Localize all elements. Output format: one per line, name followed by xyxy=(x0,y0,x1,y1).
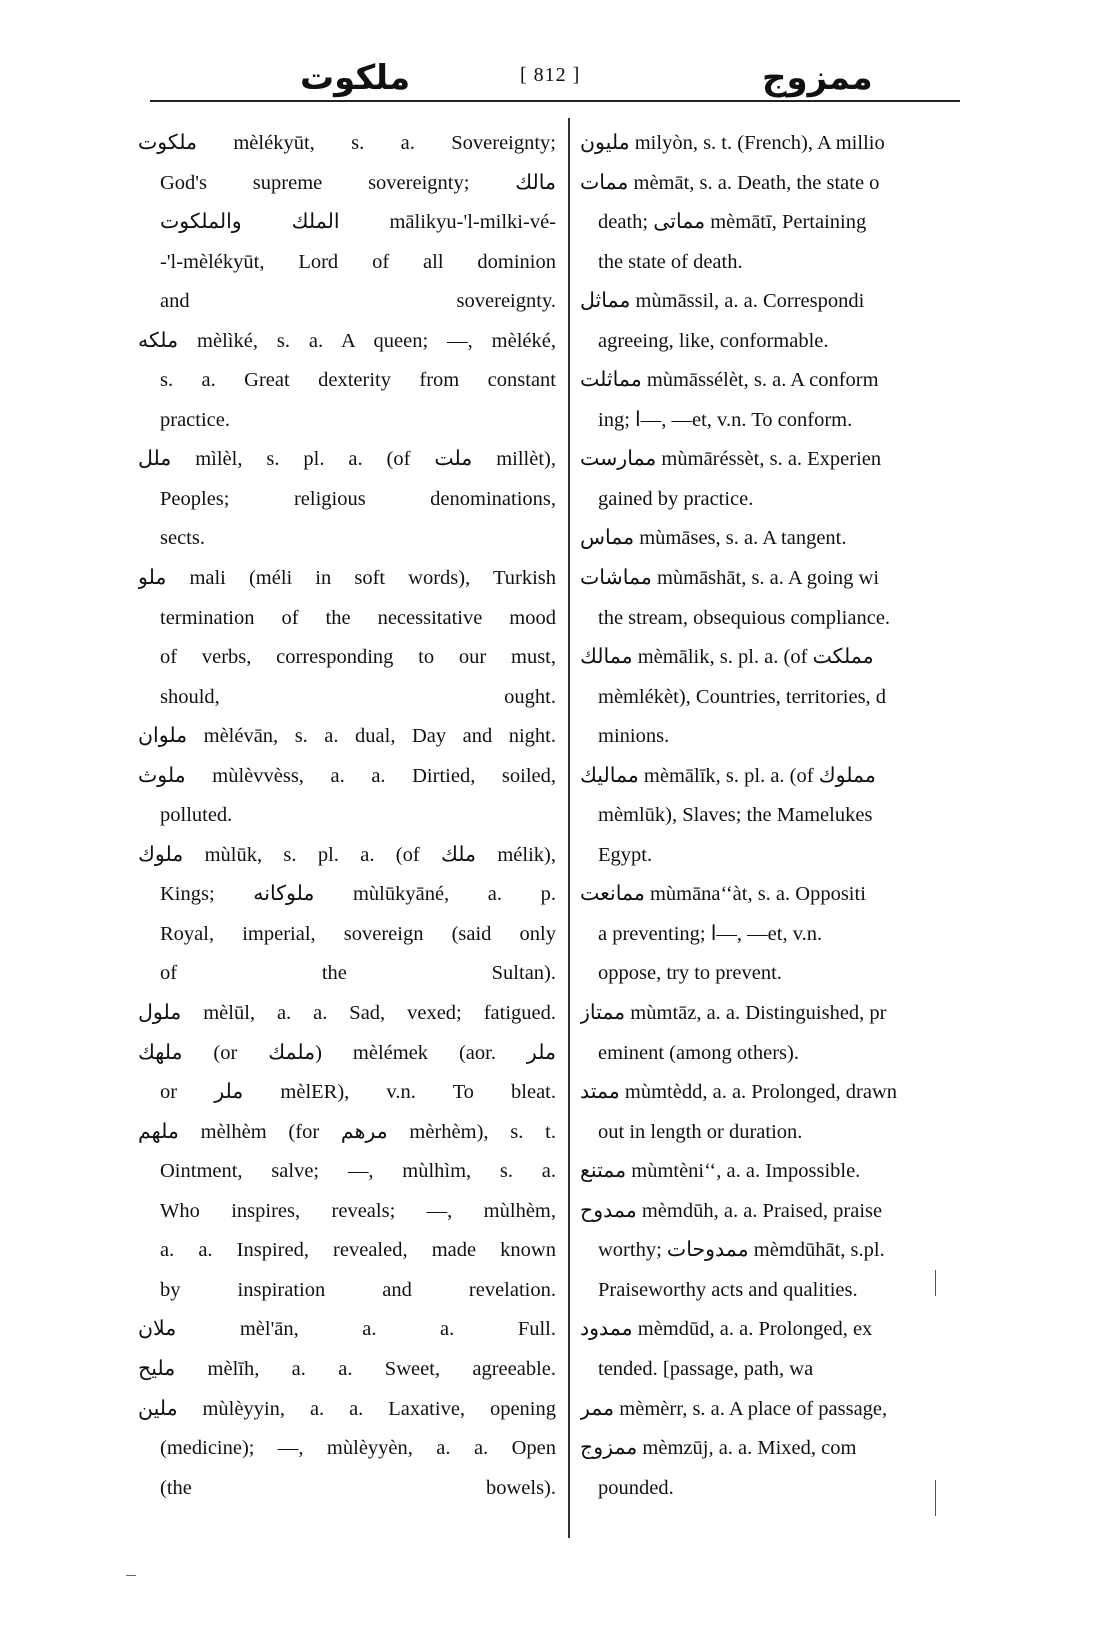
entry-continuation-line: polluted. xyxy=(160,804,233,827)
entry-continuation-line: الملك والملكوت mālikyu-'l-milki-vé- xyxy=(160,211,556,234)
entry-continuation-line: a preventing; ا—, —et, v.n. xyxy=(598,922,823,945)
entry-headword-line: ممتد mùmtèdd, a. a. Prolonged, drawn xyxy=(580,1081,898,1104)
entry-headword-line: ممارست mùmāréssèt, s. a. Experien xyxy=(580,448,882,471)
entry-continuation-line: out in length or duration. xyxy=(598,1120,803,1143)
entry-continuation-line: Ointment, salve; —, mùlhìm, s. a. xyxy=(160,1160,556,1183)
entry-headword-line: ممالك mèmālik, s. pl. a. (of مملكت xyxy=(580,646,874,669)
entry-continuation-line: oppose, try to prevent. xyxy=(598,962,782,985)
entry-continuation-line: should, ought. xyxy=(160,685,556,708)
entry-continuation-line: gained by practice. xyxy=(598,487,754,510)
entry-continuation-line: ing; ا—, —et, v.n. To conform. xyxy=(598,408,853,431)
entry-headword-line: ملهم mèlhèm (for مرهم mèrhèm), s. t. xyxy=(138,1120,556,1143)
header-rule xyxy=(150,100,960,102)
entry-continuation-line: pounded. xyxy=(598,1476,674,1499)
entry-continuation-line: mèmlūk), Slaves; the Mamelukes xyxy=(598,804,873,827)
entry-headword-line: ملكه mèlìké, s. a. A queen; —, mèléké, xyxy=(138,329,556,352)
entry-headword-line: مماليك mèmālīk, s. pl. a. (of مملوك xyxy=(580,764,876,787)
entry-continuation-line: minions. xyxy=(598,725,670,748)
entry-headword-line: ملول mèlūl, a. a. Sad, vexed; fatigued. xyxy=(138,1002,556,1025)
right-column xyxy=(580,124,964,1508)
entry-continuation-line: of verbs, corresponding to our must, xyxy=(160,646,556,669)
entry-continuation-line: agreeing, like, conformable. xyxy=(598,329,829,352)
entry-headword-line: ممزوج mèmzūj, a. a. Mixed, com xyxy=(580,1437,857,1460)
entry-continuation-line: Peoples; religious denominations, xyxy=(160,487,556,510)
entry-headword-line: ملو mali (méli in soft words), Turkish xyxy=(138,567,556,590)
entry-headword-line: ممدوح mèmdūh, a. a. Praised, praise xyxy=(580,1199,883,1222)
entry-continuation-line: the state of death. xyxy=(598,250,743,273)
entry-continuation-line: death; مماتى mèmātī, Pertaining xyxy=(598,211,867,234)
entry-continuation-line: by inspiration and revelation. xyxy=(160,1278,556,1301)
entry-continuation-line: a. a. Inspired, revealed, made known xyxy=(160,1239,556,1262)
entry-continuation-line: Egypt. xyxy=(598,843,653,866)
scan-edge-mark xyxy=(935,1270,936,1296)
entry-headword-line: مماشات mùmāshāt, s. a. A going wi xyxy=(580,567,880,590)
entry-continuation-line: termination of the necessitative mood xyxy=(160,606,556,629)
entry-headword-line: ملوك mùlūk, s. pl. a. (of ملك mélik), xyxy=(138,843,556,866)
entry-continuation-line: Kings; ملوكانه mùlūkyāné, a. p. xyxy=(160,883,556,906)
entry-headword-line: ملهك (or ملمك) mèlémek (aor. ملر xyxy=(138,1041,556,1064)
entry-continuation-line: and sovereignty. xyxy=(160,290,556,313)
entry-continuation-line: Praiseworthy acts and qualities. xyxy=(598,1278,858,1301)
entry-continuation-line: or ملر mèlER), v.n. To bleat. xyxy=(160,1081,556,1104)
entry-headword-line: ممتنع mùmtèni‘‘, a. a. Impossible. xyxy=(580,1160,861,1183)
scan-edge-mark xyxy=(935,1480,936,1516)
entry-continuation-line: (the bowels). xyxy=(160,1476,556,1499)
entry-headword-line: ملكوت mèlékyūt, s. a. Sovereignty; xyxy=(138,132,556,154)
entry-continuation-line: Royal, imperial, sovereign (said only xyxy=(160,922,556,945)
entry-continuation-line: mèmlékèt), Countries, territories, d xyxy=(598,685,887,708)
entry-continuation-line: eminent (among others). xyxy=(598,1041,799,1064)
header-right-word: ممزوج xyxy=(762,58,873,98)
entry-headword-line: ممانعت mùmāna‘‘àt, s. a. Oppositi xyxy=(580,883,866,906)
entry-headword-line: ممات mèmāt, s. a. Death, the state o xyxy=(580,171,880,194)
entry-headword-line: ملوان mèlévān, s. a. dual, Day and night. xyxy=(138,725,556,748)
entry-headword-line: ملان mèl'ān, a. a. Full. xyxy=(138,1318,556,1341)
entry-continuation-line: -'l-mèlékyūt, Lord of all dominion xyxy=(160,250,556,273)
entry-continuation-line: sects. xyxy=(160,527,205,550)
entry-headword-line: مماس mùmāses, s. a. A tangent. xyxy=(580,527,847,550)
entry-continuation-line: s. a. Great dexterity from constant xyxy=(160,369,556,392)
page-header xyxy=(0,58,1113,102)
entry-headword-line: مليح mèlīh, a. a. Sweet, agreeable. xyxy=(138,1357,556,1380)
entry-headword-line: مماثل mùmāssil, a. a. Correspondi xyxy=(580,290,865,313)
column-divider xyxy=(568,118,570,1538)
entry-headword-line: مليون milyòn, s. t. (French), A millio xyxy=(580,132,885,154)
left-column xyxy=(138,124,556,1508)
entry-continuation-line: God's supreme sovereignty; مالك xyxy=(160,171,556,194)
entry-continuation-line: tended. [passage, path, wa xyxy=(598,1357,814,1380)
entry-headword-line: ممر mèmèrr, s. a. A place of passage, xyxy=(580,1397,888,1420)
header-left-word: ملكوت xyxy=(300,58,411,98)
entry-headword-line: ملل mìlèl, s. pl. a. (of ملت millèt), xyxy=(138,448,556,471)
entry-continuation-line: Who inspires, reveals; —, mùlhèm, xyxy=(160,1199,556,1222)
entry-headword-line: ملوث mùlèvvèss, a. a. Dirtied, soiled, xyxy=(138,764,556,787)
scan-mark xyxy=(126,1575,136,1576)
entry-continuation-line: the stream, obsequious compliance. xyxy=(598,606,891,629)
entry-headword-line: مماثلت mùmāssélèt, s. a. A conform xyxy=(580,369,879,392)
entry-continuation-line: (medicine); —, mùlèyyèn, a. a. Open xyxy=(160,1437,556,1460)
entry-continuation-line: practice. xyxy=(160,408,230,431)
entry-headword-line: ملين mùlèyyin, a. a. Laxative, opening xyxy=(138,1397,556,1420)
page-number: [ 812 ] xyxy=(520,64,581,86)
entry-continuation-line: of the Sultan). xyxy=(160,962,556,985)
entry-headword-line: ممدود mèmdūd, a. a. Prolonged, ex xyxy=(580,1318,873,1341)
entry-headword-line: ممتاز mùmtāz, a. a. Distinguished, pr xyxy=(580,1002,887,1025)
entry-continuation-line: worthy; ممدوحات mèmdūhāt, s.pl. xyxy=(598,1239,885,1262)
